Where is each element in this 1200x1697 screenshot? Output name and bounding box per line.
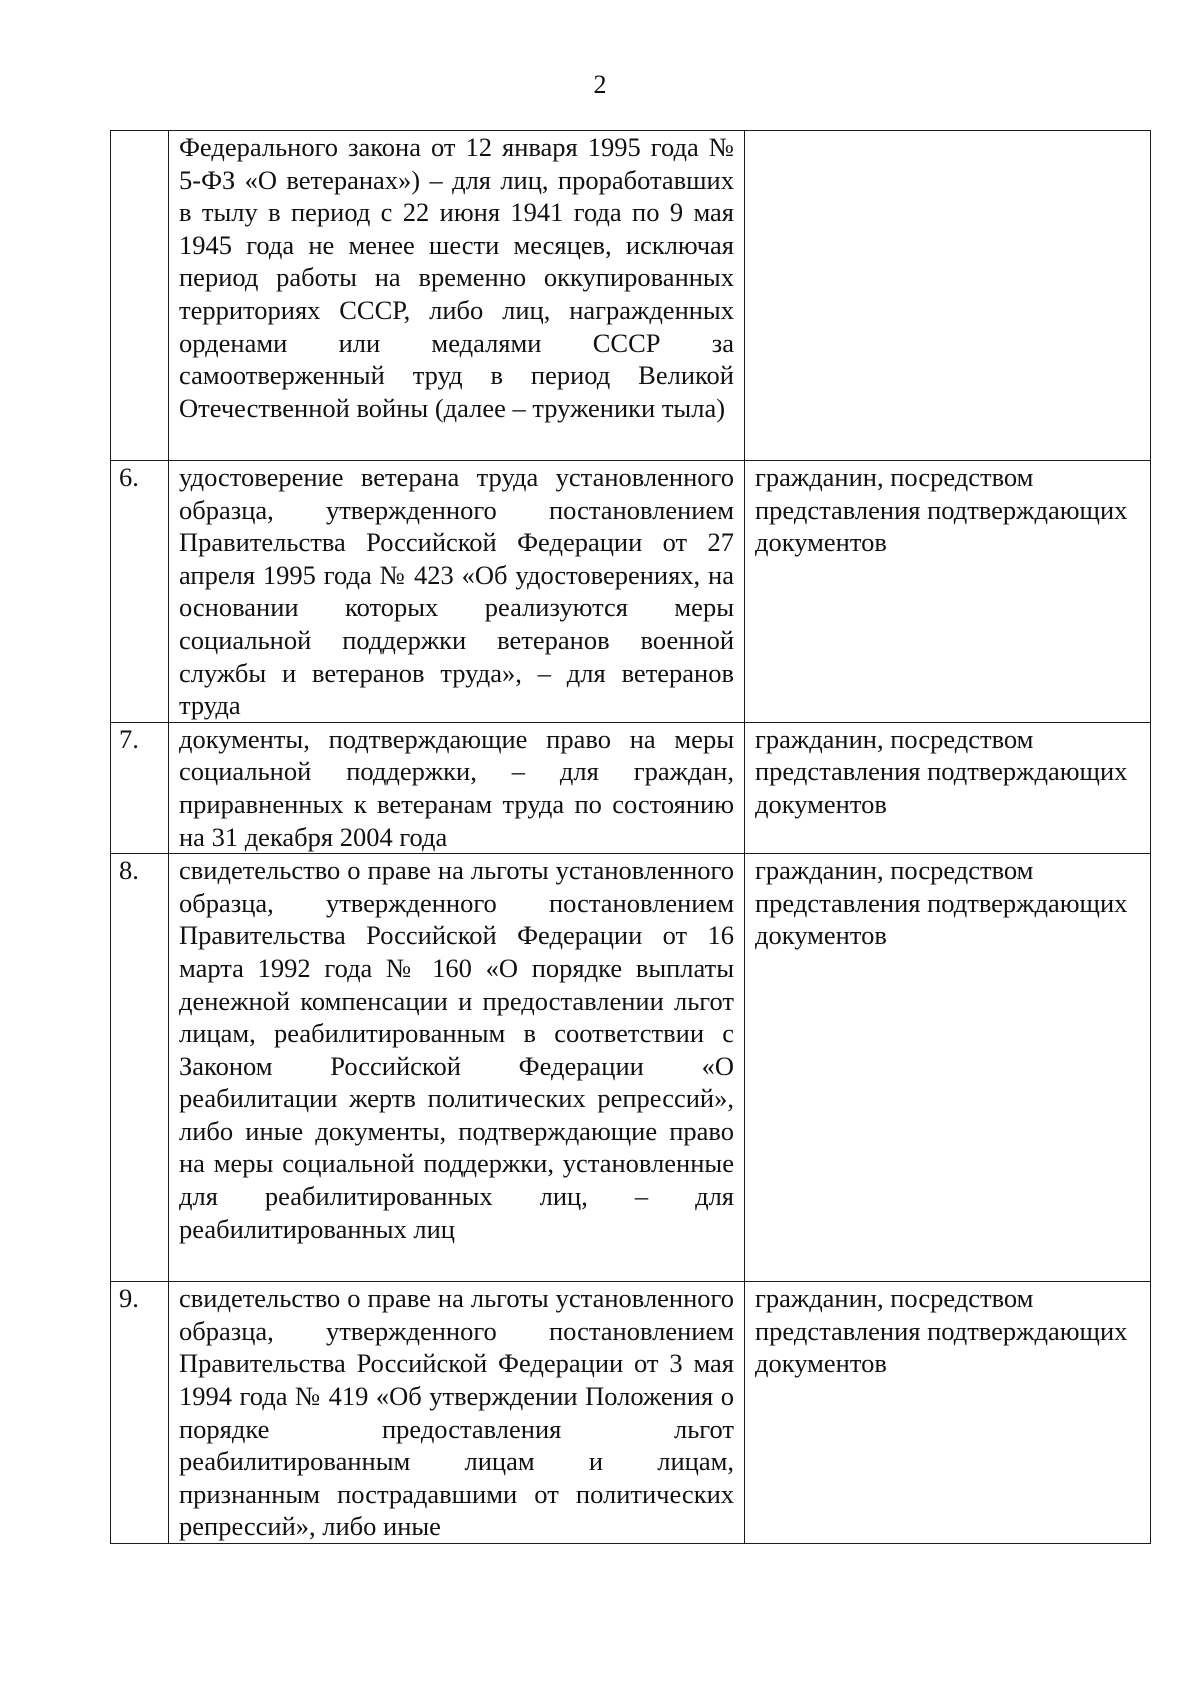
submitter-text: гражданин, посредством представления подтверждающих документов xyxy=(745,461,1151,723)
row-number: 8. xyxy=(111,854,169,1282)
document-description: Федерального закона от 12 января 1995 года № 5-ФЗ «О ветеранах») – для лиц, проработавших в тылу в период с 22 июня 1941 года по 9 мая 1945 года не менее шести месяцев, исключая период работы на временно оккупированных территориях СССР, либо лиц, награжденных орденами или медалями СССР за самоотверженный труд в период Великой Отечественной войны (далее – труженики тыла) xyxy=(169,131,745,461)
document-description: удостоверение ветерана труда установленного образца, утвержденного постановлением Правительства Российской Федерации от 27 апреля 1995 года № 423 «Об удостоверениях, на основании которых реализуются меры социальной поддержки ветеранов военной службы и ветеранов труда», – для ветеранов труда xyxy=(169,461,745,723)
document-description: свидетельство о праве на льготы установленного образца, утвержденного постановлением Правительства Российской Федерации от 3 мая 1994 года № 419 «Об утверждении Положения о порядке предоставления льгот реабилитированным лицам и лицам, признанным пострадавшими от политических репрессий», либо иные xyxy=(169,1282,745,1544)
document-description: свидетельство о праве на льготы установленного образца, утвержденного постановлением Правительства Российской Федерации от 16 марта 1992 года № 160 «О порядке выплаты денежной компенсации и предоставлении льгот лицам, реабилитированным в соответствии с Законом Российской Федерации «О реабилитации жертв политических репрессий», либо иные документы, подтверждающие право на меры социальной поддержки, установленные для реабилитированных лиц, – для реабилитированных лиц xyxy=(169,854,745,1282)
submitter-text: гражданин, посредством представления подтверждающих документов xyxy=(745,722,1151,853)
submitter-text: гражданин, посредством представления подтверждающих документов xyxy=(745,1282,1151,1544)
submitter-text: гражданин, посредством представления подтверждающих документов xyxy=(745,854,1151,1282)
table-row xyxy=(111,461,1151,723)
row-number: 9. xyxy=(111,1282,169,1544)
documents-table xyxy=(110,130,1151,1544)
table-row xyxy=(111,131,1151,461)
row-number: 6. xyxy=(111,461,169,723)
table-row xyxy=(111,722,1151,853)
page-number: 2 xyxy=(593,70,607,99)
table-row xyxy=(111,854,1151,1282)
document-description: документы, подтверждающие право на меры социальной поддержки, – для граждан, приравненных к ветеранам труда по состоянию на 31 декабря 2004 года xyxy=(169,722,745,853)
submitter-text xyxy=(745,131,1151,461)
row-number: 7. xyxy=(111,722,169,853)
row-number xyxy=(111,131,169,461)
table-row xyxy=(111,1282,1151,1544)
